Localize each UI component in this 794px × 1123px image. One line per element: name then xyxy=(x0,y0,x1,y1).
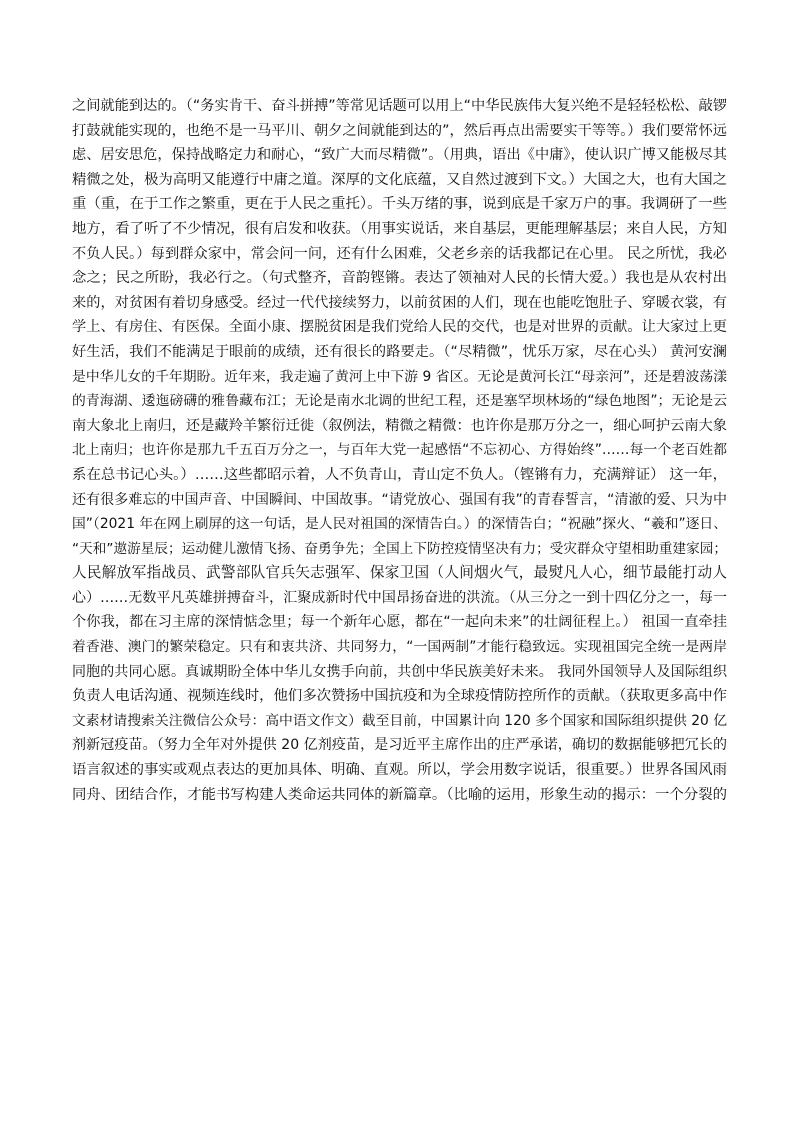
text-line: 语言叙述的事实或观点表达的更加具体、明确、直观。所以，学会用数字说话，很重要。）世界各国风雨 xyxy=(72,762,727,779)
text-line: 还有很多难忘的中国声音、中国瞬间、中国故事。“请党放心、强国有我”的青春誓言，“清澈的爱、只为中 xyxy=(72,491,727,508)
text-line: 剂新冠疫苗。（努力全年对外提供 20 亿剂疫苗，是习近平主席作出的庄严承诺，确切的数据能够把冗长的 xyxy=(72,737,727,754)
text-line: “天和”遨游星辰；运动健儿激情飞扬、奋勇争先；全国上下防控疫情坚决有力；受灾群众守望相助重建家园； xyxy=(72,540,727,557)
text-line: 精微之处，极为高明又能遵行中庸之道。深厚的文化底蕴，又自然过渡到下文。）大国之大，也有大国之 xyxy=(72,171,727,188)
text-line: 心）……无数平凡英雄拼搏奋斗，汇聚成新时代中国昂扬奋进的洪流。（从三分之一到十四亿分之一，每一 xyxy=(72,589,727,606)
text-line: 文素材请搜索关注微信公众号：高中语文作文）截至目前，中国累计向 120 多个国家和国际组织提供 20 亿 xyxy=(72,712,727,729)
text-line: 是中华儿女的千年期盼。近年来，我走遍了黄河上中下游 9 省区。无论是黄河长江“母亲河”，还是碧波荡漾 xyxy=(72,368,727,385)
text-line: 同胞的共同心愿。真诚期盼全体中华儿女携手向前，共创中华民族美好未来。 我同外国领导人及国际组织 xyxy=(72,663,727,680)
text-line: 个你我，都在习主席的深情惦念里；每一个新年心愿，都在“一起向未来”的壮阔征程上。） 祖国一直牵挂 xyxy=(72,614,727,631)
text-line: 南大象北上南归，还是藏羚羊繁衍迁徙（叙例法，精微之精微：也许你是那万分之一，细心呵护云南大象 xyxy=(72,417,727,434)
text-line: 念之；民之所盼，我必行之。（句式整齐，音韵铿锵。表达了领袖对人民的长情大爱。）我也是从农村出 xyxy=(72,270,727,287)
text-line: 的青海湖、逶迤磅礴的雅鲁藏布江；无论是南水北调的世纪工程，还是塞罕坝林场的“绿色地图”；无论是云 xyxy=(72,393,727,410)
text-line: 打鼓就能实现的，也绝不是一马平川、朝夕之间就能到达的”，然后再点出需要实干等等。）我们要常怀远 xyxy=(72,122,727,139)
text-line: 人民解放军指战员、武警部队官兵矢志强军、保家卫国（人间烟火气，最熨凡人心，细节最能打动人 xyxy=(72,564,727,582)
text-line: 来的，对贫困有着切身感受。经过一代代接续努力，以前贫困的人们，现在也能吃饱肚子、穿暖衣裳，有 xyxy=(72,294,727,311)
text-line: 虑、居安思危，保持战略定力和耐心，“致广大而尽精微”。（用典，语出《中庸》，使认识广博又能极尽其 xyxy=(72,147,727,164)
text-line: 负责人电话沟通、视频连线时，他们多次赞扬中国抗疫和为全球疫情防控所作的贡献。（获取更多高中作 xyxy=(72,688,727,705)
text-line: 学上、有房住、有医保。全面小康、摆脱贫困是我们党给人民的交代，也是对世界的贡献。让大家过上更 xyxy=(72,319,727,336)
text-line: 好生活，我们不能满足于眼前的成绩，还有很长的路要走。（“尽精微”，忧乐万家，尽在心头） 黄河安澜 xyxy=(72,343,727,360)
text-line: 同舟、团结合作，才能书写构建人类命运共同体的新篇章。（比喻的运用，形象生动的揭示：一个分裂的 xyxy=(72,786,727,803)
text-line: 重（重，在于工作之繁重，更在于人民之重托）。千头万绪的事，说到底是千家万户的事。我调研了一些 xyxy=(72,196,727,213)
text-line: 国”（2021 年在网上刷屏的这一句话，是人民对祖国的深情告白。）的深情告白；“祝融”探火、“羲和”逐日、 xyxy=(72,516,727,533)
text-line: 之间就能到达的。（“务实肯干、奋斗拼搏”等常见话题可以用上“中华民族伟大复兴绝不是轻轻松松、敲锣 xyxy=(72,98,727,114)
text-line: 着香港、澳门的繁荣稳定。只有和衷共济、共同努力，“一国两制”才能行稳致远。实现祖国完全统一是两岸 xyxy=(72,639,727,656)
text-line: 不负人民。）每到群众家中，常会问一问，还有什么困难，父老乡亲的话我都记在心里。 民之所忧，我必 xyxy=(72,245,727,262)
text-line: 北上南归；也许你是那九千五百万分之一，与百年大党一起感悟“不忘初心、方得始终”……每一个老百姓都 xyxy=(72,442,727,459)
text-line: 地方，看了听了不少情况，很有启发和收获。（用事实说话，来自基层，更能理解基层；来自人民，方知 xyxy=(72,220,727,237)
text-line: 系在总书记心头。）……这些都昭示着，人不负青山，青山定不负人。（铿锵有力，充满辩证） 这一年， xyxy=(72,466,727,483)
body-text xyxy=(72,94,727,807)
